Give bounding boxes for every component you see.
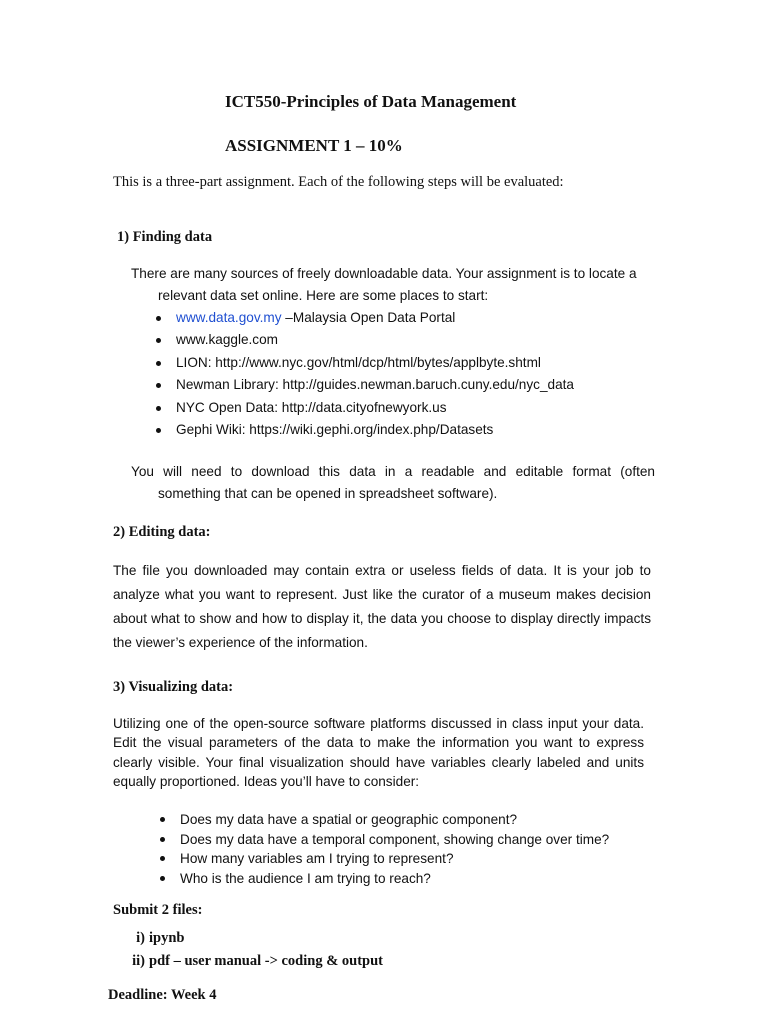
list-item-text: www.kaggle.com	[176, 332, 278, 348]
file-label: pdf – user manual -> coding & output	[149, 953, 383, 969]
paragraph-line: something that can be opened in spreadsheet software).	[158, 486, 498, 501]
list-item: Does my data have a spatial or geographic component?	[160, 810, 609, 830]
editing-data-paragraph	[113, 559, 651, 655]
list-item	[117, 950, 383, 973]
consideration-list	[160, 810, 609, 888]
submit-file-list	[117, 927, 383, 973]
list-item-text: Newman Library: http://guides.newman.baruch.cuny.edu/nyc_data	[176, 377, 574, 393]
paragraph-line: You will need to download this data in a readable and editable format (often	[131, 464, 655, 479]
list-item	[156, 419, 574, 441]
list-item	[156, 307, 574, 329]
paragraph-line: There are many sources of freely downloadable data. Your assignment is to locate a	[131, 266, 637, 281]
list-item	[117, 927, 383, 950]
list-item	[156, 374, 574, 396]
list-item	[156, 397, 574, 419]
list-item-text: –Malaysia Open Data Portal	[281, 310, 456, 325]
deadline-text: Deadline: Week 4	[108, 987, 217, 1003]
section-heading-finding-data: 1) Finding data	[117, 229, 213, 245]
paragraph-line: Edit the visual parameters of the data to make the information you want to express	[113, 735, 644, 751]
section-heading-visualizing-data: 3) Visualizing data:	[113, 679, 234, 695]
download-format-paragraph	[131, 461, 655, 505]
list-item	[156, 352, 574, 374]
finding-data-paragraph	[131, 263, 655, 307]
list-item-text: Gephi Wiki: https://wiki.gephi.org/index.php/Datasets	[176, 421, 494, 437]
list-item-text: NYC Open Data: http://data.cityofnewyork.us	[176, 399, 447, 415]
assignment-subtitle: ASSIGNMENT 1 – 10%	[225, 136, 403, 155]
list-item: How many variables am I trying to represent?	[160, 849, 609, 869]
submit-heading: Submit 2 files:	[113, 902, 203, 918]
data-source-list	[156, 307, 574, 441]
section-heading-editing-data: 2) Editing data:	[113, 524, 211, 540]
paragraph-line: the viewer’s experience of the information.	[113, 635, 368, 650]
list-item	[156, 329, 574, 351]
paragraph-line: analyze what you want to represent. Just like the curator of a museum makes decision	[113, 587, 651, 602]
paragraph-line: The file you downloaded may contain extra or useless fields of data. It is your job to	[113, 563, 651, 578]
paragraph-line: about what to show and how to display it, the data you choose to display directly impacts	[113, 611, 651, 626]
data-gov-my-link[interactable]: www.data.gov.my	[176, 310, 282, 325]
list-number: i)	[136, 930, 145, 946]
list-number: ii)	[132, 953, 145, 969]
list-item-text: LION: http://www.nyc.gov/html/dcp/html/bytes/applbyte.shtml	[176, 354, 541, 370]
file-label: ipynb	[149, 930, 185, 946]
paragraph-line: relevant data set online. Here are some places to start:	[158, 288, 489, 303]
list-item: Does my data have a temporal component, showing change over time?	[160, 830, 609, 850]
paragraph-line: Utilizing one of the open-source software platforms discussed in class input your data.	[113, 716, 644, 731]
paragraph-line: equally proportioned. Ideas you’ll have to consider:	[113, 774, 420, 790]
paragraph-line: clearly visible. Your final visualization should have variables clearly labeled and units	[113, 754, 644, 770]
intro-text: This is a three-part assignment. Each of the following steps will be evaluated:	[113, 174, 564, 190]
document-title: ICT550-Principles of Data Management	[225, 92, 517, 111]
visualizing-data-paragraph	[113, 714, 644, 792]
list-item: Who is the audience I am trying to reach?	[160, 869, 609, 889]
